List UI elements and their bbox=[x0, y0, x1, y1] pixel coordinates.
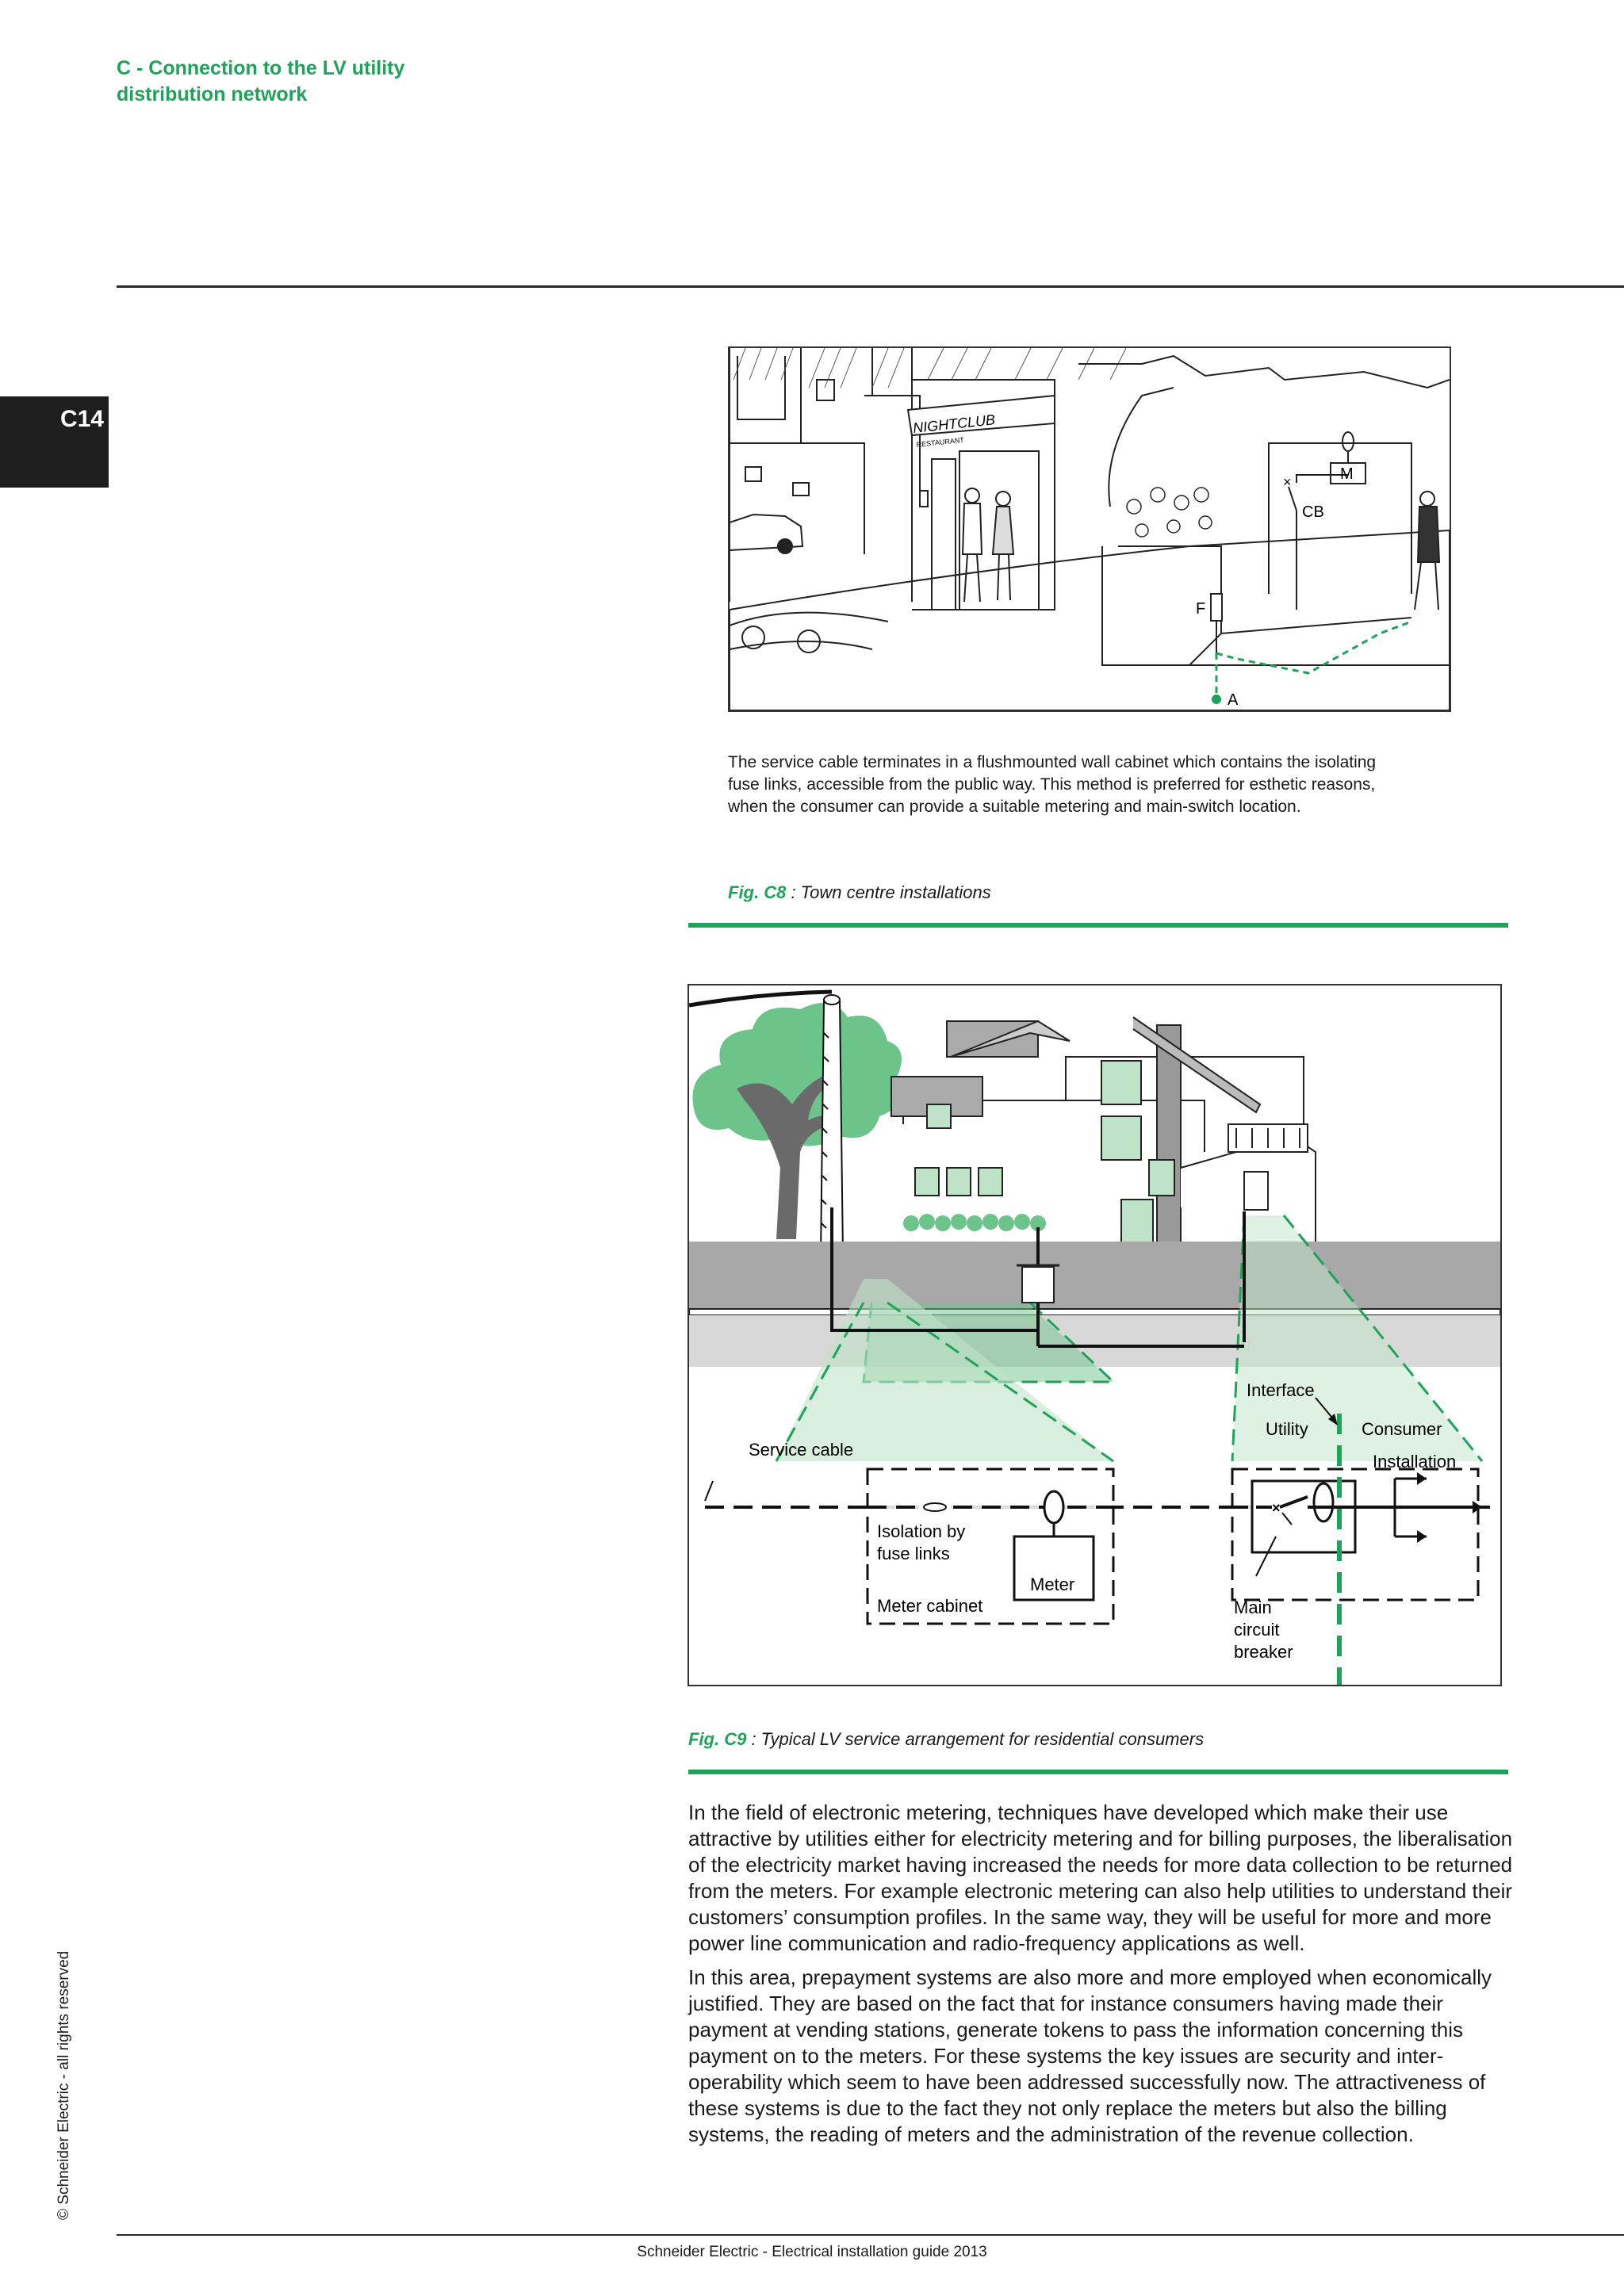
label-interface: Interface bbox=[1247, 1380, 1315, 1400]
figure-c9-number: Fig. C9 bbox=[688, 1729, 747, 1749]
chapter-title bbox=[117, 55, 592, 108]
chapter-title-line1: C - Connection to the LV utility bbox=[117, 57, 405, 79]
label-main: Main bbox=[1234, 1598, 1272, 1617]
label-cb: CB bbox=[1302, 503, 1324, 521]
label-consumer: Consumer bbox=[1362, 1419, 1442, 1439]
figure-c9-caption bbox=[688, 1729, 1481, 1750]
body-paragraph-1: In the field of electronic metering, techniques have developed which make their use attractive by utilities either for electricity metering and for billing purposes, the liberalisation of the electricity market having increased the needs for more data collection to be returned from the meters. For example electronic metering can also help utilities to understand their customers’ consumption profiles. In the same way, they will be useful for more and more power line communication and radio-frequency applications as well. bbox=[688, 1800, 1513, 1955]
lv-service-arrangement-drawing bbox=[689, 985, 1500, 1685]
footer-publication: Schneider Electric - Electrical installation guide 2013 bbox=[637, 2244, 987, 2260]
copyright-notice: © Schneider Electric - all rights reserved bbox=[56, 1950, 72, 2220]
label-service-cable: Service cable bbox=[749, 1440, 854, 1460]
label-m: M bbox=[1340, 465, 1354, 483]
label-a: A bbox=[1228, 691, 1239, 709]
figure-c8-caption-text: : Town centre installations bbox=[786, 882, 991, 902]
header-rule bbox=[117, 285, 1624, 288]
figure-c8-caption bbox=[728, 882, 1442, 903]
body-paragraph-2: In this area, prepayment systems are also more and more employed when economically justified. They are based on the fact that for instance consumers having made their payment at vending stations, generate tokens to pass the information concerning this payment on to the meters. For these systems the key issues are security and inter-operability which seem to have been addressed successfully now. The attractiveness of these systems is due to the fact they not only replace the meters but also the billing systems, the reading of meters and the administration of the revenue collection. bbox=[688, 1965, 1492, 2146]
page-number-tab bbox=[0, 396, 109, 488]
label-isolation-2: fuse links bbox=[877, 1544, 950, 1563]
label-isolation-1: Isolation by bbox=[877, 1521, 966, 1541]
label-utility: Utility bbox=[1266, 1419, 1308, 1439]
restaurant-sign: RESTAURANT bbox=[916, 435, 965, 449]
figure-c8-description-text: The service cable terminates in a flushmounted wall cabinet which contains the isolating fuse links, accessible from the public way. This method is preferred for esthetic reasons, when the consumer can provide a suitable metering and main-switch location. bbox=[728, 753, 1377, 816]
body-text bbox=[688, 1800, 1513, 2156]
label-breaker: breaker bbox=[1234, 1642, 1293, 1662]
figure-c9-diagram bbox=[688, 984, 1502, 1686]
figure-c8-rule bbox=[688, 923, 1508, 928]
label-circuit: circuit bbox=[1234, 1620, 1280, 1640]
figure-c8-description bbox=[728, 752, 1410, 818]
nightclub-sign: NIGHTCLUB bbox=[912, 411, 996, 436]
chapter-title-line2: distribution network bbox=[117, 83, 308, 105]
town-centre-drawing bbox=[730, 348, 1450, 710]
label-installation: Installation bbox=[1373, 1452, 1457, 1471]
figure-c9-caption-text: : Typical LV service arrangement for residential consumers bbox=[746, 1729, 1205, 1749]
label-meter-cabinet: Meter cabinet bbox=[877, 1596, 983, 1616]
label-meter: Meter bbox=[1030, 1575, 1075, 1594]
figure-c9-rule bbox=[688, 1770, 1508, 1774]
tree-icon bbox=[692, 1003, 902, 1239]
figure-c8-illustration bbox=[728, 346, 1451, 712]
footer-rule bbox=[117, 2234, 1624, 2236]
page-number: C14 bbox=[59, 406, 104, 432]
svg-text:×: × bbox=[1272, 1500, 1281, 1516]
figure-c8-number: Fig. C8 bbox=[728, 882, 787, 902]
label-f: F bbox=[1196, 600, 1206, 618]
svg-text:×: × bbox=[1283, 474, 1292, 490]
